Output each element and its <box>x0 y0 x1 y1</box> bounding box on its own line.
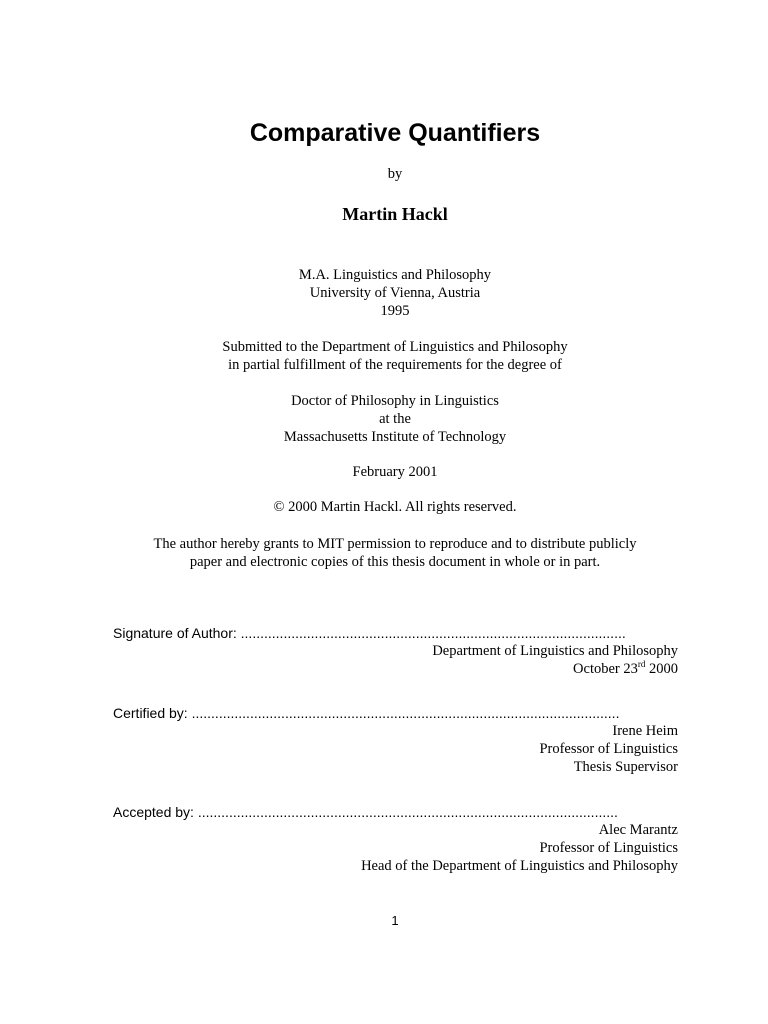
degree-block <box>0 392 768 446</box>
author-department: Department of Linguistics and Philosophy <box>432 643 678 659</box>
author-date-suffix: 2000 <box>645 661 678 677</box>
permission-grant <box>0 535 768 571</box>
certified-dots: .............................................................................................................. <box>191 705 620 721</box>
author-signature-details <box>432 642 678 678</box>
author-signature-date <box>432 660 678 678</box>
acceptor-role: Head of the Department of Linguistics and Philosophy <box>361 858 678 874</box>
accepted-dots: ............................................................................................................ <box>197 804 618 820</box>
degree-at: at the <box>379 411 411 427</box>
grant-line-2: paper and electronic copies of this thesis document in whole or in part. <box>189 554 601 570</box>
page-number: 1 <box>391 913 399 928</box>
author-signature-dots: ................................................................................................... <box>240 625 626 641</box>
accepted-details <box>361 821 678 875</box>
certifier-position: Professor of Linguistics <box>539 741 678 757</box>
certifier-role: Thesis Supervisor <box>573 759 678 775</box>
previous-institution: University of Vienna, Austria <box>309 285 481 301</box>
certified-signature-line <box>113 704 678 722</box>
author-signature-line <box>113 624 678 642</box>
degree-name: Doctor of Philosophy in Linguistics <box>291 393 499 409</box>
acceptor-position: Professor of Linguistics <box>539 840 678 856</box>
accepted-signature-line <box>113 803 678 821</box>
certifier-name: Irene Heim <box>612 723 678 739</box>
submission-date: February 2001 <box>352 464 438 480</box>
previous-degree-year: 1995 <box>380 303 410 319</box>
degree-institution: Massachusetts Institute of Technology <box>283 429 507 445</box>
author-date-prefix: October 23 <box>573 661 638 677</box>
previous-degree: M.A. Linguistics and Philosophy <box>298 267 492 283</box>
copyright-notice: © 2000 Martin Hackl. All rights reserved. <box>273 499 517 515</box>
submission-statement <box>0 338 768 374</box>
author-date-ordinal: rd <box>637 659 646 670</box>
author-signature-label: Signature of Author: <box>113 625 237 641</box>
certified-label: Certified by: <box>113 705 188 721</box>
author-name: Martin Hackl <box>342 204 448 224</box>
acceptor-name: Alec Marantz <box>598 822 678 838</box>
by-line: by <box>387 166 403 182</box>
submission-line-1: Submitted to the Department of Linguistics and Philosophy <box>222 339 568 355</box>
document-title: Comparative Quantifiers <box>249 119 541 147</box>
accepted-label: Accepted by: <box>113 804 194 820</box>
certified-details <box>539 722 678 776</box>
submission-line-2: in partial fulfillment of the requirements for the degree of <box>228 357 562 373</box>
grant-line-1: The author hereby grants to MIT permission to reproduce and to distribute publicly <box>153 536 637 552</box>
previous-degree-block <box>0 266 768 320</box>
